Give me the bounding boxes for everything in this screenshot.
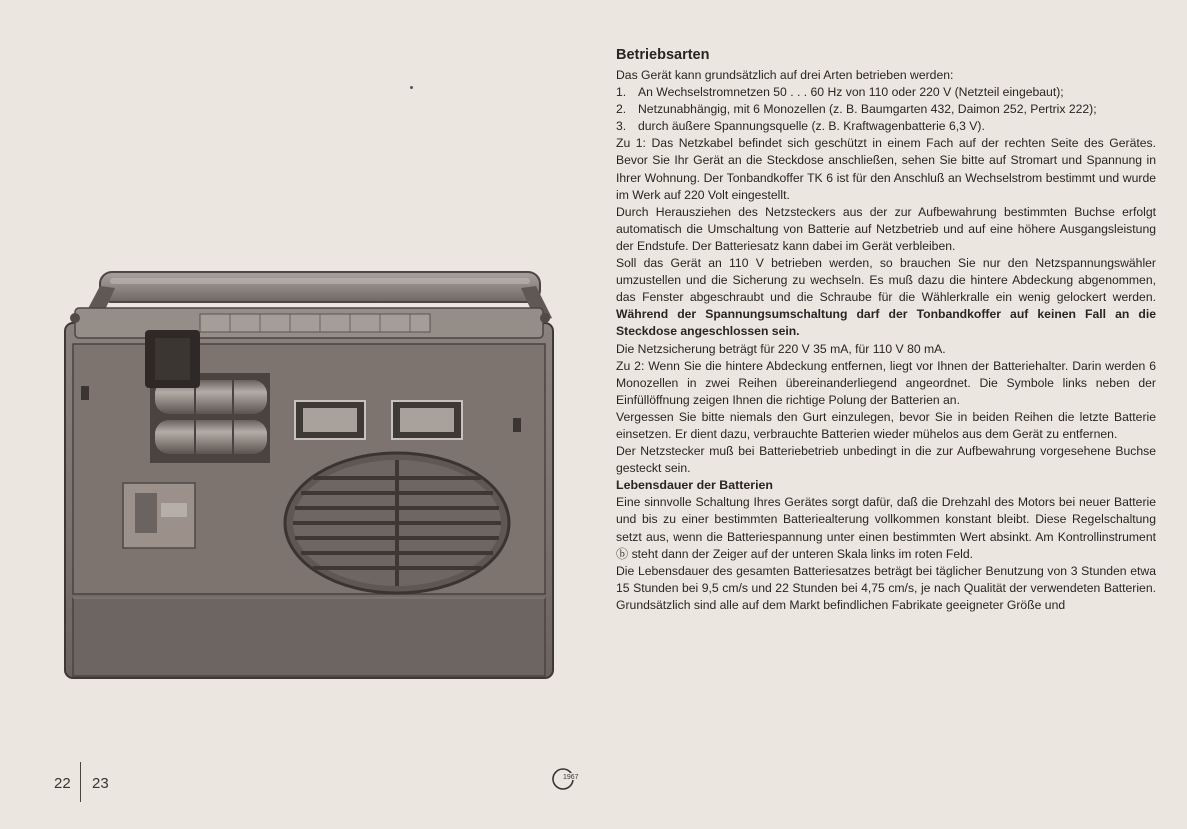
paragraph-mains-cable: Zu 1: Das Netzkabel befindet sich geschützt in einem Fach auf der rechten Seite des Gerätes. Bevor Sie Ihr Gerät an die Steckdose anschließen, sehen Sie bitte auf Stromart und Spannung in Ihrer Wohnung. Der Tonbandkoffer TK 6 ist für den Anschluß an Wechselstrom bestimmt und wurde im Werk auf 220 Volt eingestellt. [616, 136, 1156, 202]
page-number-right: 23 [92, 775, 109, 792]
paragraph-110v: Soll das Gerät an 110 V betrieben werden, so brauchen Sie nur den Netzspannungswähler umzustellen und die Sicherung zu wechseln. Es muß dazu die hintere Abdeckung abgenommen, das Fenster abgeschraubt und die Schraube für die Wählerkralle ein wenig gelockert werden. Während der Spannungsumschaltung darf der Tonbandkoffer auf keinen Fall an die Steckdose angeschlossen sein. [616, 256, 1156, 339]
paper-speck [410, 86, 413, 89]
list-item: 3. durch äußere Spannungsquelle (z. B. Kraftwagenbatterie 6,3 V). [616, 119, 985, 134]
paragraph-battery-life: Die Lebensdauer des gesamten Batteriesatzes beträgt bei täglicher Benutzung von 3 Stunden etwa 15 Stunden bei 9,5 cm/s und 22 Stunden bei 4,75 cm/s, je nach Qualität der verwendeten Batterien. Grundsätzlich sind alle auf dem Markt befindlichen Fabrikate geeigneter Größe und [616, 563, 1156, 612]
list-item: 2. Netzunabhängig, mit 6 Monozellen (z. B. Baumgarten 432, Daimon 252, Pertrix 222); [616, 102, 1097, 117]
publisher-logo [550, 766, 584, 792]
intro-text: Das Gerät kann grundsätzlich auf drei Arten betrieben werden: [616, 68, 954, 82]
subsection-title: Lebensdauer der Batterien [616, 478, 773, 493]
page-number-left: 22 [54, 775, 71, 792]
paragraph-automatic-switch: Durch Herausziehen des Netzsteckers aus der zur Aufbewahrung bestimmten Buchse erfolgt automatisch die Umschaltung von Batterie auf Netzbetrieb und auf eine höhere Ausgangsleistung der Endstufe. Der Batteriesatz kann dabei im Gerät verbleiben. [616, 204, 1156, 253]
text-column [616, 46, 1156, 614]
paragraph-battery-holder: Zu 2: Wenn Sie die hintere Abdeckung entfernen, liegt vor Ihnen der Batteriehalter. Darin werden 6 Monozellen in zwei Reihen übereinanderliegend angeordnet. Die Symbole links neben der Einfüllöffnung zeigen Ihnen die richtige Polung der Batterien an. [616, 358, 1156, 407]
operating-modes-list [616, 84, 1156, 135]
paragraph-control-circuit: Eine sinnvolle Schaltung Ihres Gerätes sorgt dafür, daß die Drehzahl des Motors bei neuer Batterie und bis zu einer bestimmten Batteriealterung vollkommen konstant bleibt. Diese Regelschaltung setzt aus, wenn die Batteriespannung unter einen bestimmten Wert absinkt. Am Kontrollinstrument ⓑ steht dann der Zeiger auf der unteren Skala links im roten Feld. [616, 495, 1156, 561]
warning-text: Während der Spannungsumschaltung darf der Tonbandkoffer auf keinen Fall an die Steckdose angeschlossen sein. [616, 307, 1156, 339]
paragraph-fuse: Die Netzsicherung beträgt für 220 V 35 mA, für 110 V 80 mA. [616, 341, 946, 356]
logo-text: 1967 [563, 774, 579, 781]
section-title: Betriebsarten [616, 47, 710, 63]
page-divider [80, 762, 81, 802]
paragraph-plug: Der Netzstecker muß bei Batteriebetrieb unbedingt in die zur Aufbewahrung vorgesehene Buchse gesteckt sein. [616, 444, 1156, 476]
paragraph-strap: Vergessen Sie bitte niemals den Gurt einzulegen, bevor Sie in beiden Reihen die letzte Batterie einsetzen. Er dient dazu, verbrauchte Batterien wieder mühelos aus dem Gerät zu entfernen. [616, 409, 1156, 441]
device-photo [55, 268, 565, 683]
list-item: 1. An Wechselstromnetzen 50 . . . 60 Hz von 110 oder 220 V (Netzteil eingebaut); [616, 85, 1064, 100]
